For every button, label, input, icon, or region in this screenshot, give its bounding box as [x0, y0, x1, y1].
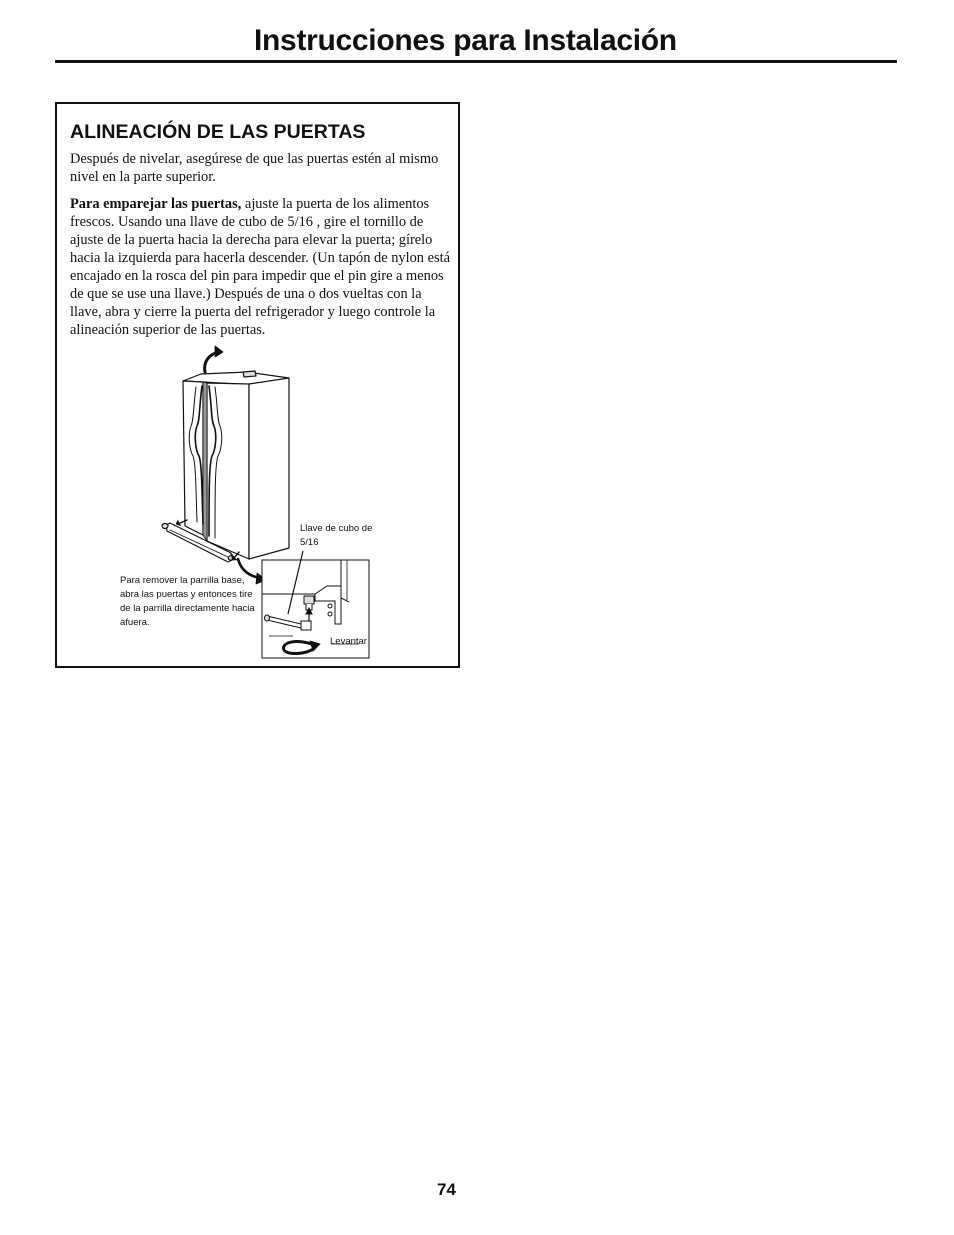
wrench-callout: Llave de cubo de 5/16 — [300, 523, 373, 548]
lift-callout: Levantar — [330, 636, 367, 647]
instruction-lead: Para emparejar las puertas, — [70, 196, 242, 212]
title-rule — [55, 60, 897, 63]
instruction-body: ajuste la puerta de los alimentos frescos. Usando una llave de cubo de 5/16 , gire el tornillo de ajuste de la puerta hacia la derecha para elevar la puerta; gírelo hacia la izquierda para hacerla descender. (Un tapón de nylon está encajado en la rosca del pin para impedir que el pin gire a menos de que se use una llave.) Después de una o dos vueltas con la llave, abra y cierre la puerta del refrigerador y luego controle la alineación superior de las puertas. — [70, 196, 450, 338]
section-heading: ALINEACIÓN DE LAS PUERTAS — [70, 121, 366, 143]
grille-callout: Para remover la parrilla base, abra las puertas y entonces tire de la parrilla directamente hacia afuera. — [120, 575, 255, 628]
door-alignment-section — [55, 102, 460, 668]
refrigerator-illustration — [57, 104, 458, 666]
intro-paragraph: Después de nivelar, asegúrese de que las puertas estén al mismo nivel en la parte superior. — [70, 151, 439, 185]
page-number: 74 — [437, 1180, 456, 1199]
page-title: Instrucciones para Instalación — [254, 24, 677, 57]
